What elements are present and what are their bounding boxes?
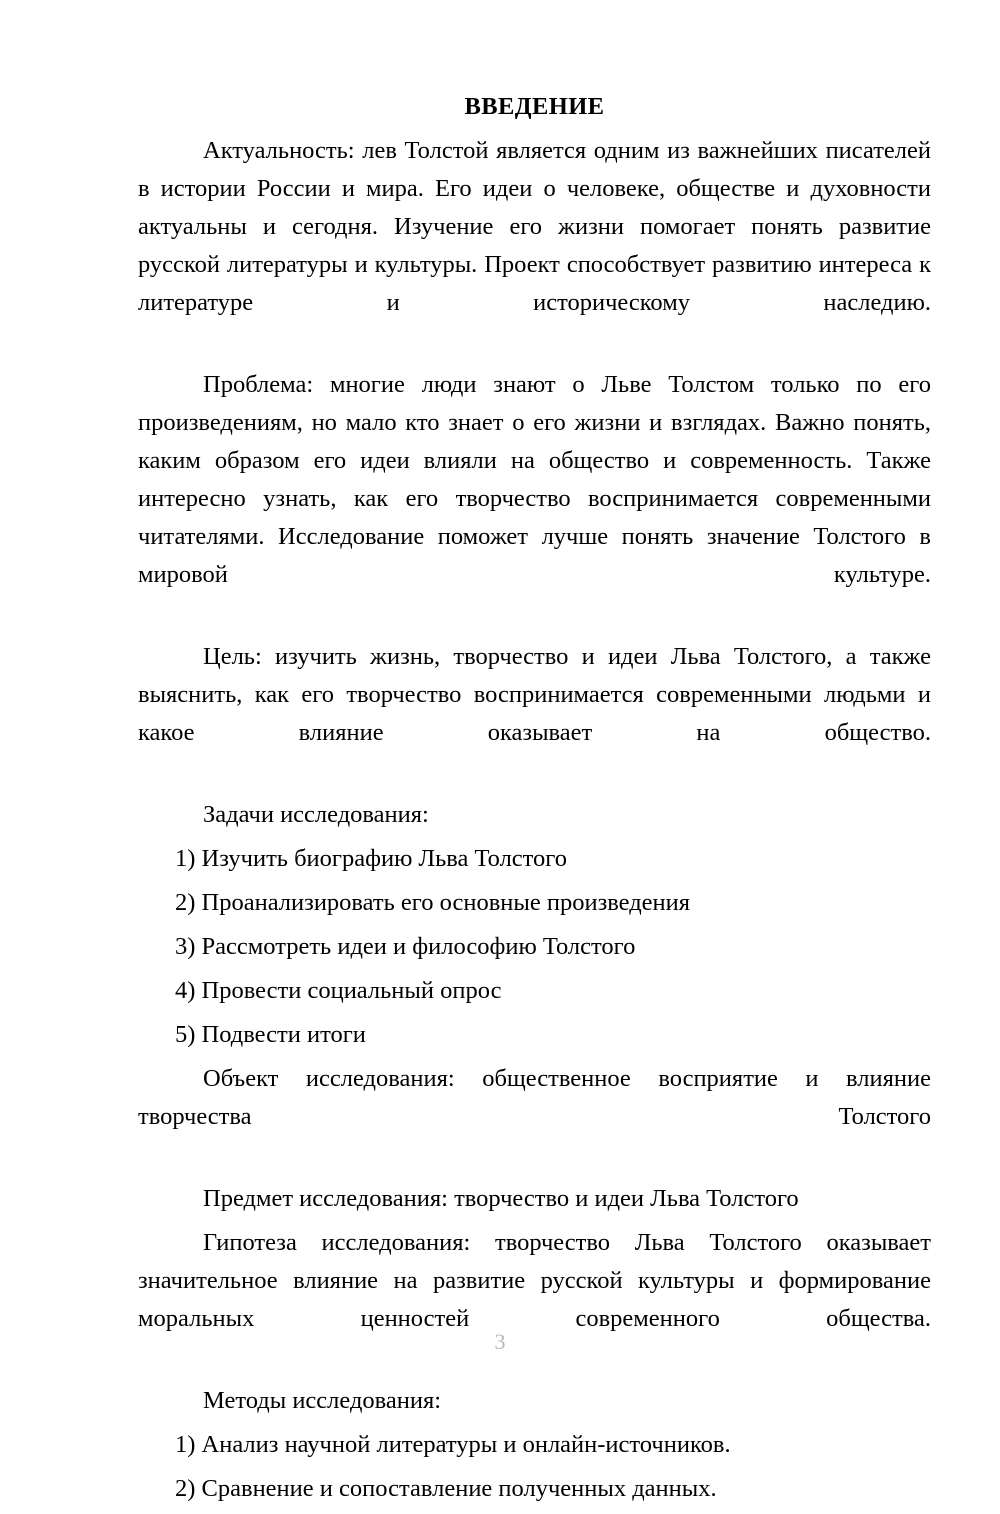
paragraph-hypothesis: Гипотеза исследования: творчество Льва Толстого оказывает значительное влияние на развитие русской культуры и формирование моральных ценностей современного общества. <box>138 1229 931 1332</box>
list-item: 1) Анализ научной литературы и онлайн-источников. <box>175 1431 731 1458</box>
list-item: 2) Сравнение и сопоставление полученных данных. <box>175 1475 717 1502</box>
page-number: 3 <box>494 1329 506 1354</box>
paragraph-subject: Предмет исследования: творчество и идеи Льва Толстого <box>203 1185 799 1212</box>
paragraph-object: Объект исследования: общественное восприятие и влияние творчества Толстого <box>138 1065 931 1130</box>
list-item: 3) Рассмотреть идеи и философию Толстого <box>175 933 636 960</box>
page-title: ВВЕДЕНИЕ <box>464 93 605 120</box>
tasks-heading: Задачи исследования: <box>203 801 429 828</box>
methods-heading: Методы исследования: <box>203 1387 442 1414</box>
document-body <box>138 88 931 1514</box>
methods-list <box>138 1426 931 1508</box>
list-item: 2) Проанализировать его основные произведения <box>175 889 691 916</box>
list-item: 5) Подвести итоги <box>175 1021 366 1048</box>
paragraph-problem: Проблема: многие люди знают о Льве Толстом только по его произведениям, но мало кто знает о его жизни и взглядах. Важно понять, каким образом его идеи влияли на общество и современность. Также интересно узнать, как его творчество воспринимается современными читателями. Исследование поможет лучше понять значение Толстого в мировой культуре. <box>138 371 931 588</box>
paragraph-relevance: Актуальность: лев Толстой является одним из важнейших писателей в истории России и мира. Его идеи о человеке, обществе и духовности актуальны и сегодня. Изучение его жизни помогает понять развитие русской литературы и культуры. Проект способствует развитию интереса к литературе и историческому наследию. <box>138 137 931 316</box>
tasks-list <box>138 840 931 1054</box>
paragraph-goal: Цель: изучить жизнь, творчество и идеи Льва Толстого, а также выяснить, как его творчество воспринимается современными людьми и какое влияние оказывает на общество. <box>138 643 931 746</box>
list-item: 1) Изучить биографию Льва Толстого <box>175 845 567 872</box>
list-item: 4) Провести социальный опрос <box>175 977 502 1004</box>
